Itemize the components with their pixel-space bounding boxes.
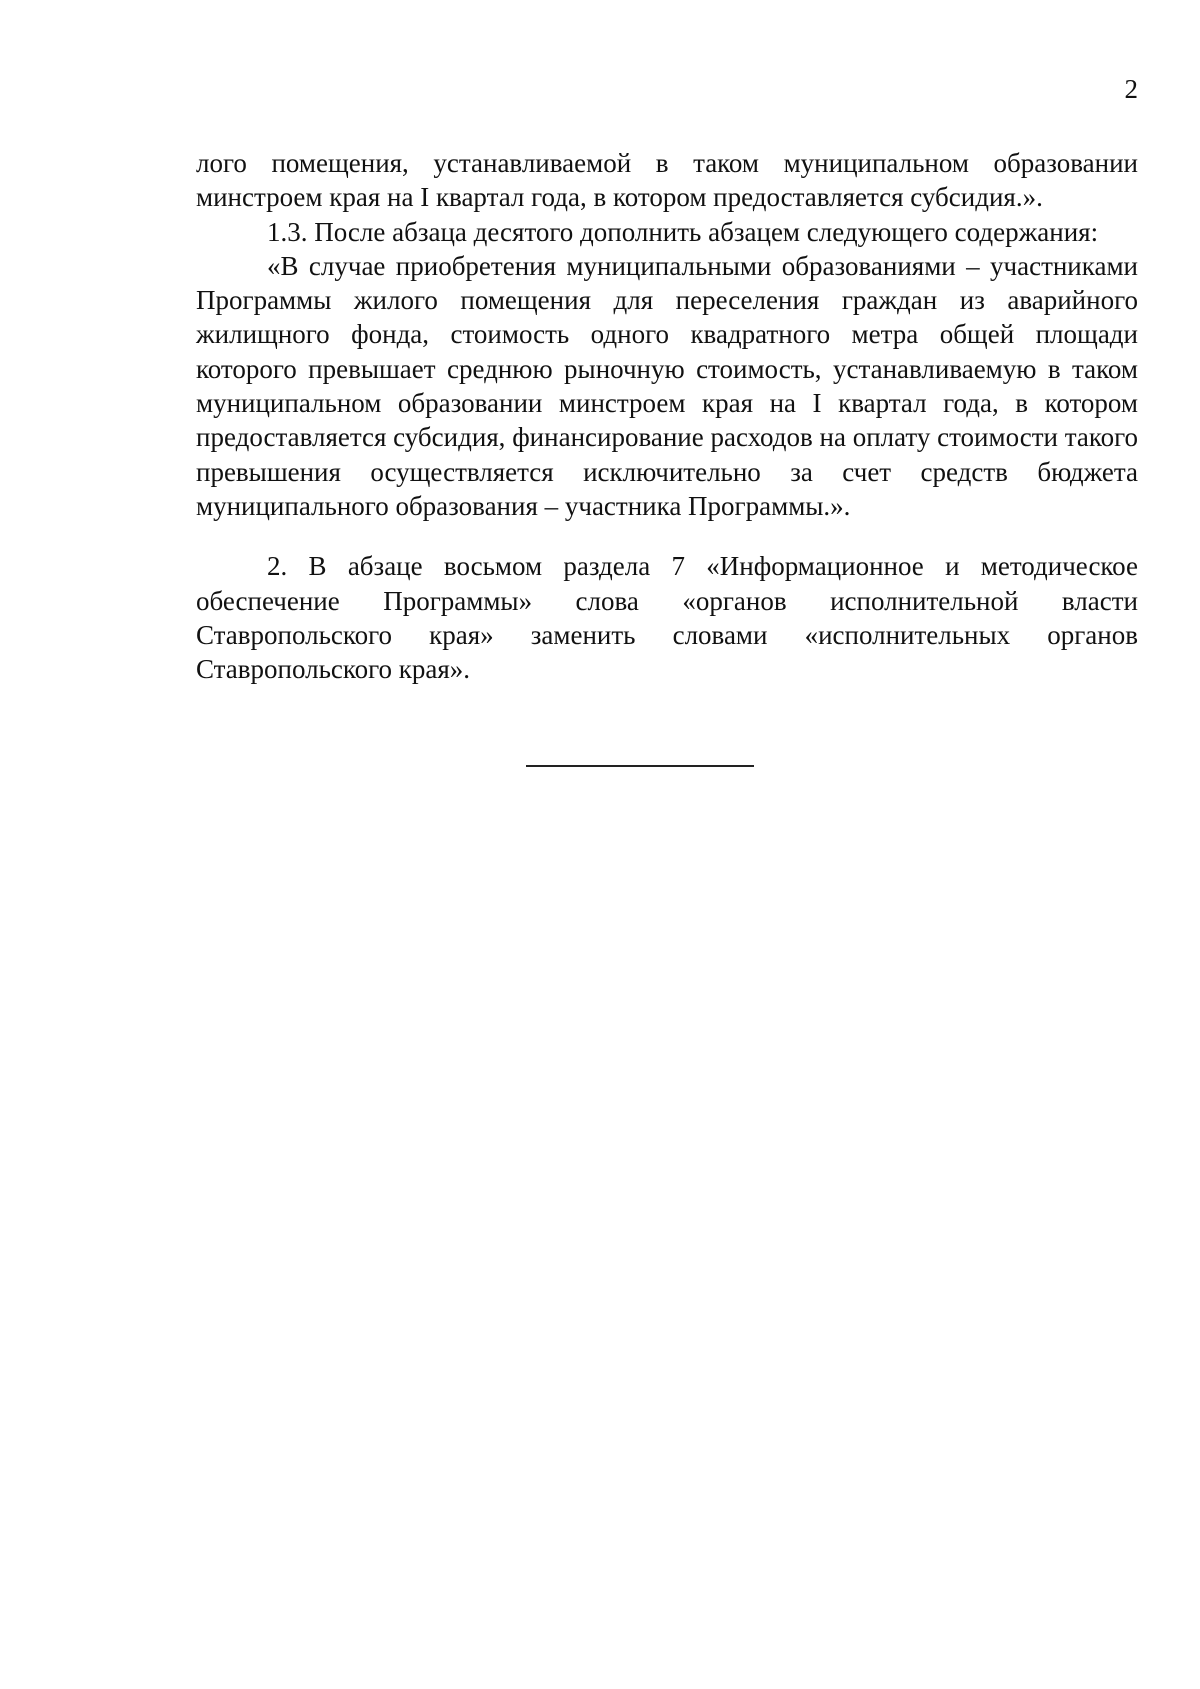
paragraph-continuation: лого помещения, устанавливаемой в таком муниципальном образовании минстроем края на I квартал года, в котором предоставляется субсидия.».: [196, 148, 1138, 213]
document-body: [196, 146, 1138, 686]
page-number: 2: [1124, 74, 1138, 104]
paragraph-clause-1-3: 1.3. После абзаца десятого дополнить абзацем следующего содержания:: [267, 216, 1099, 247]
paragraph-spacer: [196, 523, 1138, 549]
paragraph-clause-2: 2. В абзаце восьмом раздела 7 «Информационное и методическое обеспечение Программы» слова «органов исполнительной власти Ставропольского края» заменить словами «исполнительных органов Ставропольского края».: [196, 551, 1138, 685]
end-separator-line: [526, 765, 754, 767]
paragraph-quoted-amendment: «В случае приобретения муниципальными образованиями – участниками Программы жилого помещения для переселения граждан из аварийного жилищного фонда, стоимость одного квадратного метра общей площади которого превышает среднюю рыночную стоимость, устанавливаемую в таком муниципальном образовании минстроем края на I квартал года, в котором предоставляется субсидия, финансирование расходов на оплату стоимости такого превышения осуществляется исключительно за счет средств бюджета муниципального образования – участника Программы.».: [196, 250, 1138, 521]
